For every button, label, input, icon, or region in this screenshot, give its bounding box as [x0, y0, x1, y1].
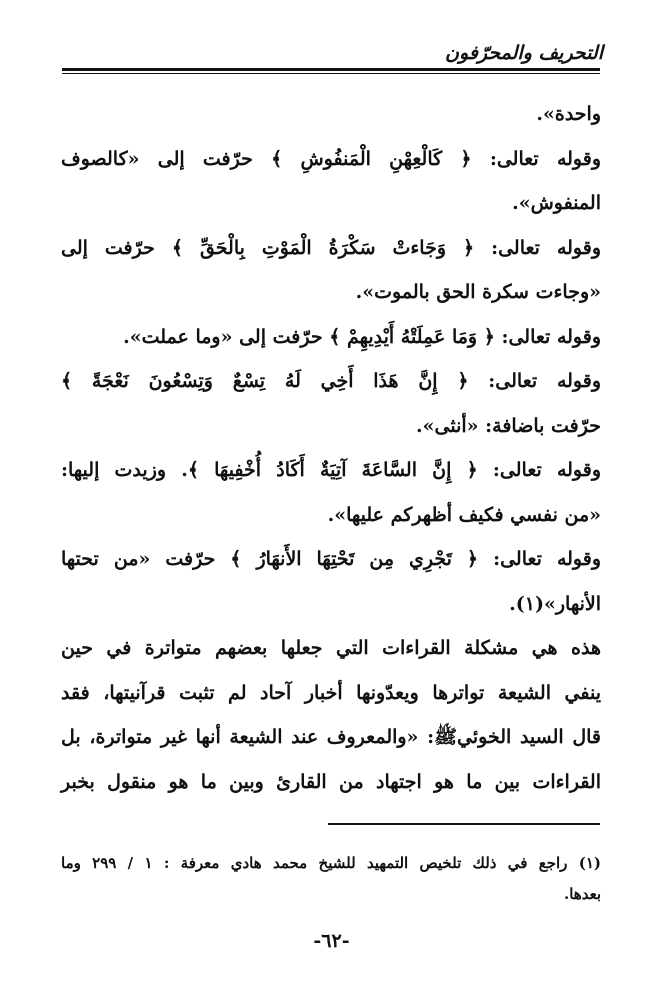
body-line: وقوله تعالى: ﴿ إِنَّ السَّاعَةَ آتِيَةٌ أَكَادُ أُخْفِيهَا ﴾. وزيدت إليها: — [61, 459, 601, 481]
footnote — [61, 848, 601, 910]
body-line: المنفوش». — [512, 192, 601, 214]
body-line: وقوله تعالى: ﴿ إِنَّ هَذَا أَخِي لَهُ تِسْعٌ وَتِسْعُونَ نَعْجَةً ﴾ — [61, 370, 601, 392]
body-line: «وجاءت سكرة الحق بالموت». — [355, 281, 601, 303]
body-line: القراءات بين ما هو اجتهاد من القارئ وبين ما هو منقول بخبر — [61, 770, 601, 793]
body-line: وقوله تعالى: ﴿ تَجْرِي مِن تَحْتِهَا الأَنهَارُ ﴾ حرّفت «من تحتها — [61, 548, 601, 570]
footnote-line: بعدها. — [564, 885, 601, 903]
body-line: وقوله تعالى: ﴿ وَجَاءتْ سَكْرَةُ الْمَوْتِ بِالْحَقِّ ﴾ حرّفت إلى — [61, 236, 601, 259]
page-number: -٦٢- — [313, 930, 350, 952]
body-line: «من نفسي فكيف أظهركم عليها». — [327, 503, 601, 526]
running-header-title: التحريف والمحرّفون — [445, 42, 603, 64]
body-line: هذه هي مشكلة القراءات التي جعلها بعضهم متواترة في حين — [61, 637, 601, 659]
body-line: وقوله تعالى: ﴿ كَالْعِهْنِ الْمَنفُوشِ ﴾ حرّفت إلى «كالصوف — [61, 147, 601, 170]
header-rule — [62, 68, 600, 71]
body-line: ينفي الشيعة تواترها ويعدّونها أخبار آحاد لم تثبت قرآنيتها، فقد — [61, 681, 601, 704]
footnote-separator — [328, 823, 600, 825]
header-rule-thin — [62, 73, 600, 74]
body-line: قال السيد الخوئيﷺ: «والمعروف عند الشيعة أنها غير متواترة، بل — [61, 726, 601, 748]
body-line: الأنهار»(١). — [509, 592, 601, 615]
footnote-line: (١) راجع في ذلك تلخيص التمهيد للشيخ محمد هادي معرفة : ١ / ٢٩٩ وما — [61, 854, 601, 872]
body-line: وقوله تعالى: ﴿ وَمَا عَمِلَتْهُ أَيْدِيهِمْ ﴾ حرّفت إلى «وما عملت». — [123, 325, 601, 348]
body-text — [61, 92, 601, 804]
body-line: واحدة». — [536, 103, 601, 125]
body-line: حرّفت باضافة: «أنثى». — [416, 414, 601, 437]
